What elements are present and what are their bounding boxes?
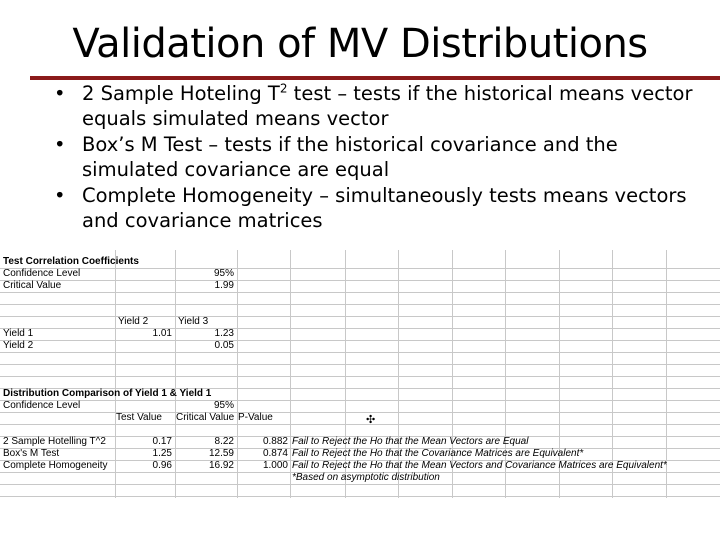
superscript: 2 (279, 81, 288, 96)
p-value: 1.000 (262, 460, 288, 471)
grid-line (0, 364, 720, 365)
dist-title: Distribution Comparison of Yield 1 & Yield 1 (3, 388, 212, 399)
bullet-text: test – tests if the historical means vector equals simulated means vector (82, 82, 693, 130)
bullet-list (54, 82, 714, 235)
row-yield2-label: Yield 2 (3, 340, 34, 351)
slide-title: Validation of MV Distributions (72, 21, 648, 67)
grid-line (0, 376, 720, 377)
title-underline (30, 76, 720, 80)
dist-conf-value: 95% (213, 400, 234, 411)
yield3-header: Yield 3 (178, 316, 209, 327)
yield2-header: Yield 2 (118, 316, 149, 327)
test-result: Fail to Reject the Ho that the Covariance Matrices are Equivalent* (292, 448, 584, 459)
bullet-hotelling (54, 82, 714, 131)
footnote: *Based on asymptotic distribution (292, 472, 440, 483)
bullet-text: Complete Homogeneity – simultaneously tests means vectors and covariance matrices (82, 184, 687, 232)
grid-line (0, 304, 720, 305)
corr-title: Test Correlation Coefficients (3, 256, 139, 267)
corr-crit-label: Critical Value (3, 280, 62, 291)
test-name: Box's M Test (3, 448, 60, 459)
critical-value: 8.22 (214, 436, 234, 447)
bullet-homogeneity (54, 184, 714, 233)
test-result: Fail to Reject the Ho that the Mean Vectors and Covariance Matrices are Equivalent* (292, 460, 667, 471)
header-critical-value: Critical Value (176, 412, 235, 423)
grid-line (0, 352, 720, 353)
bullet-text: 2 Sample Hoteling T (82, 82, 280, 105)
yield1-yield3-value: 1.23 (214, 328, 234, 339)
grid-line (0, 292, 720, 293)
bullet-dot-icon: • (54, 82, 66, 105)
test-name: Complete Homogeneity (3, 460, 108, 471)
critical-value: 12.59 (208, 448, 234, 459)
header-p-value: P-Value (238, 412, 273, 423)
corr-crit-value: 1.99 (214, 280, 234, 291)
grid-line (0, 424, 720, 425)
test-result: Fail to Reject the Ho that the Mean Vectors are Equal (292, 436, 529, 447)
grid-line (0, 496, 720, 497)
bullet-dot-icon: • (54, 184, 66, 207)
bullet-dot-icon: • (54, 133, 66, 156)
p-value: 0.882 (262, 436, 288, 447)
corr-conf-label: Confidence Level (3, 268, 81, 279)
test-value: 0.17 (152, 436, 172, 447)
bullet-text: Box’s M Test – tests if the historical covariance and the simulated covariance are equal (82, 133, 618, 181)
bullet-box-m (54, 133, 714, 182)
grid-line (0, 484, 720, 485)
move-cursor-icon: ✣ (366, 414, 376, 426)
critical-value: 16.92 (208, 460, 234, 471)
grid-line (0, 412, 720, 413)
header-test-value: Test Value (116, 412, 162, 423)
test-value: 1.25 (152, 448, 172, 459)
test-name: 2 Sample Hotelling T^2 (3, 436, 106, 447)
test-value: 0.96 (152, 460, 172, 471)
yield2-yield3-value: 0.05 (214, 340, 234, 351)
p-value: 0.874 (262, 448, 288, 459)
dist-conf-label: Confidence Level (3, 400, 81, 411)
row-yield1-label: Yield 1 (3, 328, 34, 339)
spreadsheet-image (0, 250, 720, 498)
yield1-yield2-value: 1.01 (152, 328, 172, 339)
grid-line (0, 316, 720, 317)
corr-conf-value: 95% (213, 268, 234, 279)
